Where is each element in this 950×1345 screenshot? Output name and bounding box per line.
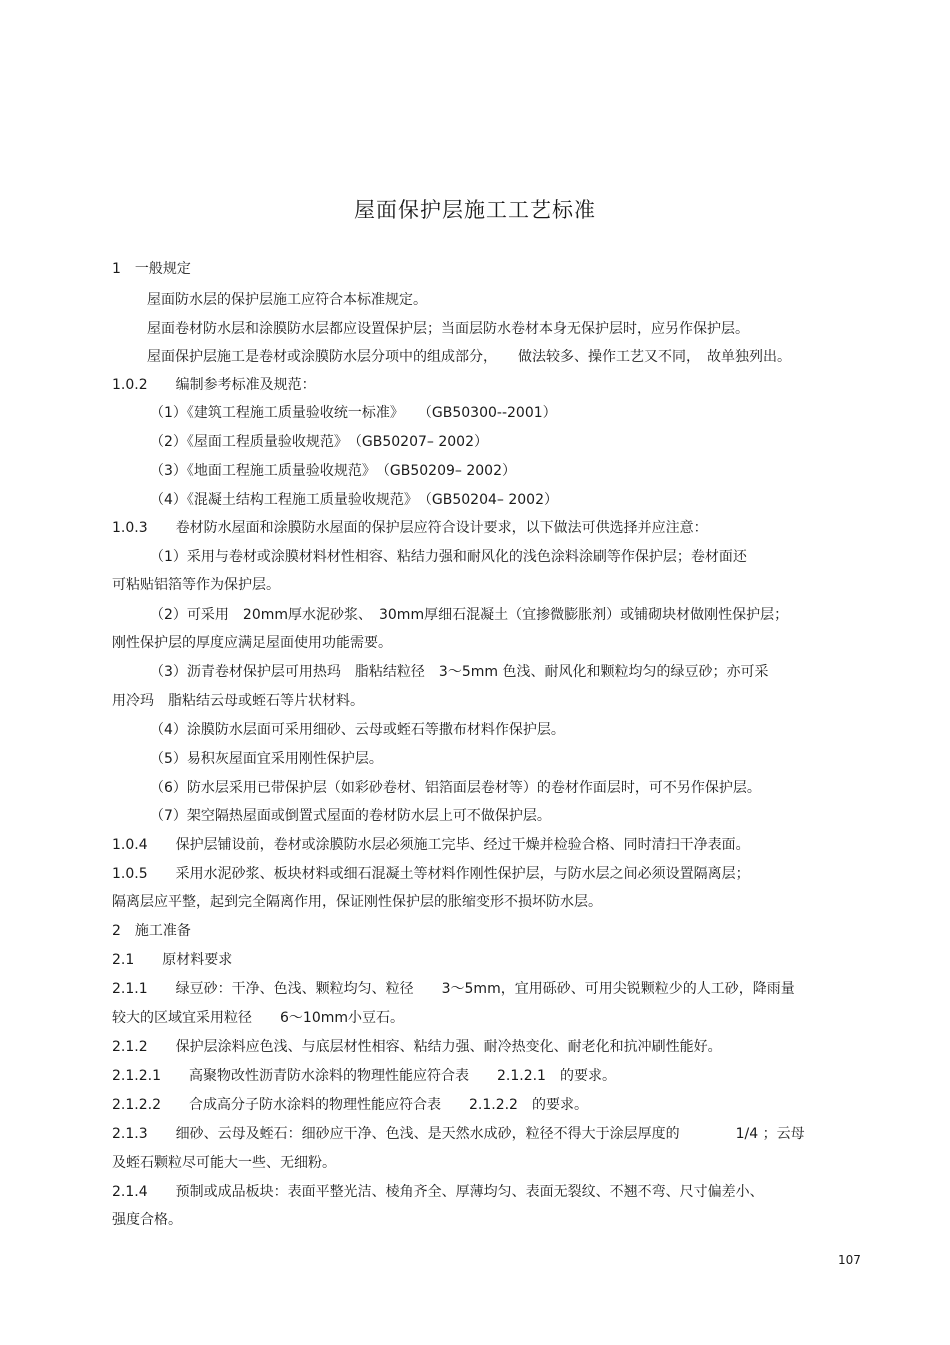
list-item: （3）沥青卷材保护层可用热玛 脂粘结粒径 3～5mm 色浅、耐风化和颗粒均匀的绿豆砂；亦可采 — [150, 664, 769, 680]
clause-line: 2.1.2.1 高聚物改性沥青防水涂料的物理性能应符合表 2.1.2.1 的要求。 — [112, 1068, 616, 1084]
list-item: （7）架空隔热屋面或倒置式屋面的卷材防水层上可不做保护层。 — [150, 808, 551, 824]
list-item: （4）涂膜防水层面可采用细砂、云母或蛭石等撒布材料作保护层。 — [150, 722, 565, 738]
list-item: （6）防水层采用已带保护层（如彩砂卷材、铝箔面层卷材等）的卷材作面层时，可不另作保护层。 — [150, 780, 761, 796]
list-item: （2）《屋面工程质量验收规范》 （GB50207– 2002） — [150, 434, 488, 450]
paragraph-line: 刚性保护层的厚度应满足屋面使用功能需要。 — [112, 635, 392, 651]
list-item: （5）易积灰屋面宜采用刚性保护层。 — [150, 751, 383, 767]
subsection-heading: 2.1 原材料要求 — [112, 952, 233, 968]
paragraph-line: 用冷玛 脂粘结云母或蛭石等片状材料。 — [112, 693, 364, 709]
paragraph-line: 可粘贴铝箔等作为保护层。 — [112, 577, 280, 593]
list-item: （1）采用与卷材或涂膜材料材性相容、粘结力强和耐风化的浅色涂料涂刷等作保护层；卷材面还 — [150, 549, 747, 565]
clause-line: 1.0.5 采用水泥砂浆、板块材料或细石混凝土等材料作刚性保护层，与防水层之间必须设置隔离层； — [112, 866, 750, 882]
page-title: 屋面保护层施工工艺标准 — [354, 198, 596, 222]
paragraph-line: 屋面保护层施工是卷材或涂膜防水层分项中的组成部分， 做法较多、操作工艺又不同， 故单独列出。 — [147, 349, 791, 365]
clause-line: 1.0.2 编制参考标准及规范： — [112, 377, 316, 393]
list-item: （3）《地面工程施工质量验收规范》 （GB50209– 2002） — [150, 463, 516, 479]
clause-line: 2.1.2.2 合成高分子防水涂料的物理性能应符合表 2.1.2.2 的要求。 — [112, 1097, 588, 1113]
paragraph-line: 隔离层应平整，起到完全隔离作用，保证刚性保护层的胀缩变形不损坏防水层。 — [112, 894, 602, 910]
paragraph-line: 及蛭石颗粒尽可能大一些、无细粉。 — [112, 1155, 336, 1171]
paragraph-line: 屋面防水层的保护层施工应符合本标准规定。 — [147, 292, 427, 308]
paragraph-line: 较大的区域宜采用粒径 6～10mm小豆石。 — [112, 1010, 404, 1026]
section-heading: 1 一般规定 — [112, 261, 191, 277]
page-number: 107 — [838, 1253, 861, 1267]
clause-line: 2.1.2 保护层涂料应色浅、与底层材性相容、粘结力强、耐冷热变化、耐老化和抗冲刷性能好。 — [112, 1039, 722, 1055]
section-heading: 2 施工准备 — [112, 923, 191, 939]
paragraph-line: 强度合格。 — [112, 1212, 182, 1228]
list-item: （1）《建筑工程施工质量验收统一标准》 （GB50300--2001） — [150, 405, 557, 421]
clause-line: 2.1.1 绿豆砂：干净、色浅、颗粒均匀、粒径 3～5mm，宜用砾砂、可用尖锐颗粒少的人工砂，降雨量 — [112, 981, 795, 997]
clause-line: 2.1.3 细砂、云母及蛭石：细砂应干净、色浅、是天然水成砂，粒径不得大于涂层厚度的 1/4 ；云母 — [112, 1126, 805, 1142]
clause-line: 2.1.4 预制或成品板块：表面平整光洁、棱角齐全、厚薄均匀、表面无裂纹、不翘不弯、尺寸偏差小、 — [112, 1184, 764, 1200]
list-item: （2）可采用 20mm厚水泥砂浆、 30mm厚细石混凝土（宜掺微膨胀剂）或铺砌块材做刚性保护层； — [150, 607, 789, 623]
clause-line: 1.0.4 保护层铺设前，卷材或涂膜防水层必须施工完毕、经过干燥并检验合格、同时清扫干净表面。 — [112, 837, 750, 853]
clause-line: 1.0.3 卷材防水屋面和涂膜防水屋面的保护层应符合设计要求，以下做法可供选择并应注意： — [112, 520, 708, 536]
paragraph-line: 屋面卷材防水层和涂膜防水层都应设置保护层；当面层防水卷材本身无保护层时，应另作保护层。 — [147, 321, 749, 337]
list-item: （4）《混凝土结构工程施工质量验收规范》 （GB50204– 2002） — [150, 492, 558, 508]
